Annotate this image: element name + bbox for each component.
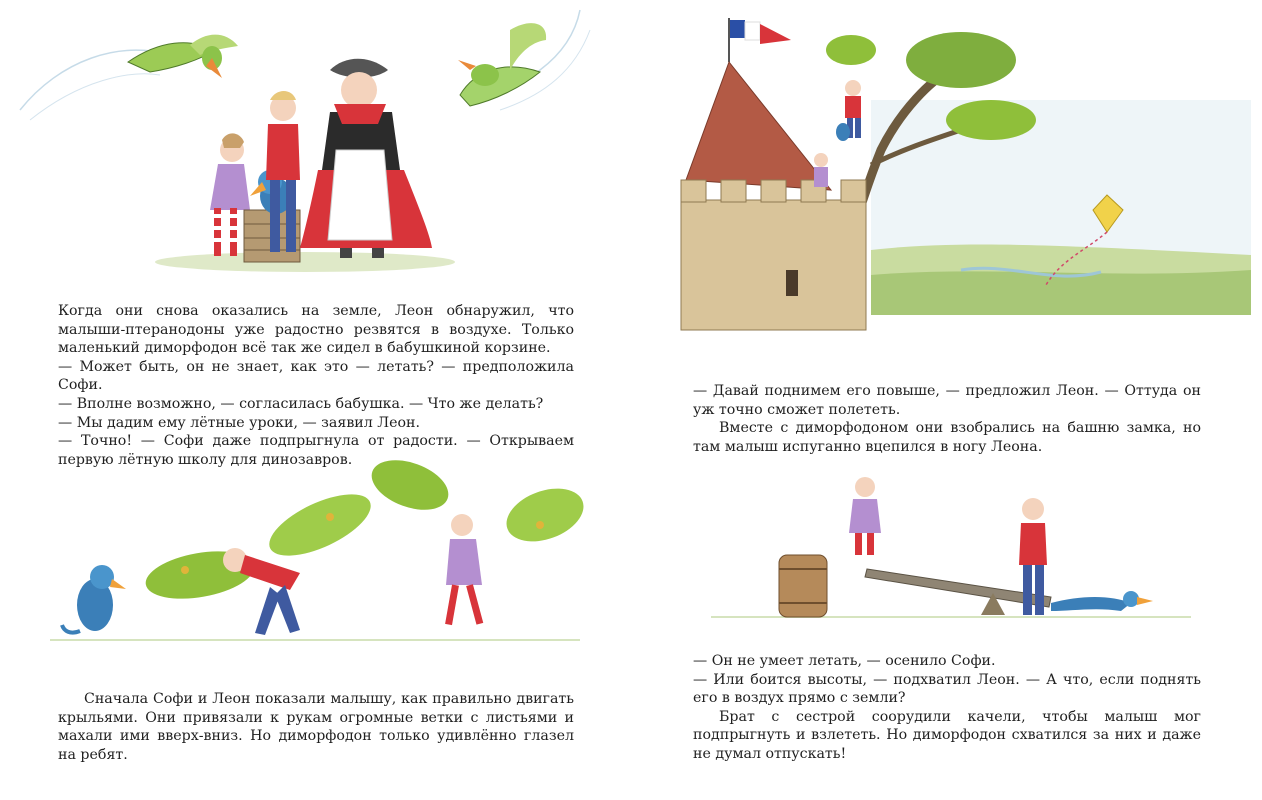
right-page <box>631 0 1262 800</box>
paragraph: Брат с сестрой соорудили качели, чтобы малыш мог подпрыгнуть и взлететь. Но диморфодон схватился за них и даже не думал отпускать! <box>693 708 1201 762</box>
french-flag <box>729 18 791 62</box>
barrel <box>779 555 827 617</box>
children-climbing <box>814 80 861 187</box>
sofi-jumping <box>849 477 881 555</box>
dimorphodon-clinging <box>1051 591 1153 611</box>
illustration-castle-tower <box>631 0 1262 345</box>
illustration-branch-wings <box>0 455 631 655</box>
grandmother-figure <box>300 59 432 258</box>
leaf-branches-leon <box>142 482 379 606</box>
paragraph: — Может быть, он не знает, как это — летать? — предположила Софи. <box>58 358 574 394</box>
dimorphodon-watching <box>62 565 126 633</box>
pterosaur-right <box>458 23 546 106</box>
left-text-block-2 <box>58 690 574 764</box>
paragraph: Вместе с диморфодоном они взобрались на башню замка, но там малыш испуганно вцепился в ногу Леона. <box>693 420 1201 455</box>
paragraph: — Он не умеет летать, — осенило Софи. <box>693 653 996 669</box>
paragraph: Сначала Софи и Леон показали малышу, как правильно двигать крыльями. Они привязали к рукам огромные ветки с листьями и махали ими вверх-вниз. Но диморфодон только удивлённо глазел на ребят. <box>58 691 574 763</box>
tower-walls <box>681 180 866 330</box>
sofi-flapping <box>445 514 483 625</box>
right-text-block-2 <box>693 652 1201 764</box>
paragraph: — Точно! — Софи даже подпрыгнула от радости. — Открываем первую лётную школу для динозавров. <box>58 433 574 468</box>
paragraph: — Или боится высоты, — подхватил Леон. — А что, если поднять его в воздух прямо с земли? <box>693 671 1201 707</box>
tower-roof <box>686 62 831 190</box>
paragraph: — Мы дадим ему лётные уроки, — заявил Леон. <box>58 414 421 431</box>
paragraph: — Вполне возможно, — согласилась бабушка. — Что же делать? <box>58 395 544 412</box>
right-text-block-1 <box>693 382 1201 456</box>
illustration-seesaw <box>631 465 1262 630</box>
paragraph: — Давай поднимем его повыше, — предложил Леон. — Оттуда он уж точно сможет полететь. <box>693 383 1201 418</box>
illustration-grandmother-children-basket <box>0 0 631 290</box>
leon-flapping <box>223 548 300 635</box>
pterosaur-left <box>128 35 238 78</box>
paragraph: Когда они снова оказались на земле, Леон обнаружил, что малыши-птеранодоны уже радостно резвятся в воздухе. Только маленький диморфодон всё так же сидел в бабушкиной корзине. <box>58 303 574 357</box>
left-text-block-1 <box>58 302 574 469</box>
leaf-branches-sofi <box>365 451 591 552</box>
